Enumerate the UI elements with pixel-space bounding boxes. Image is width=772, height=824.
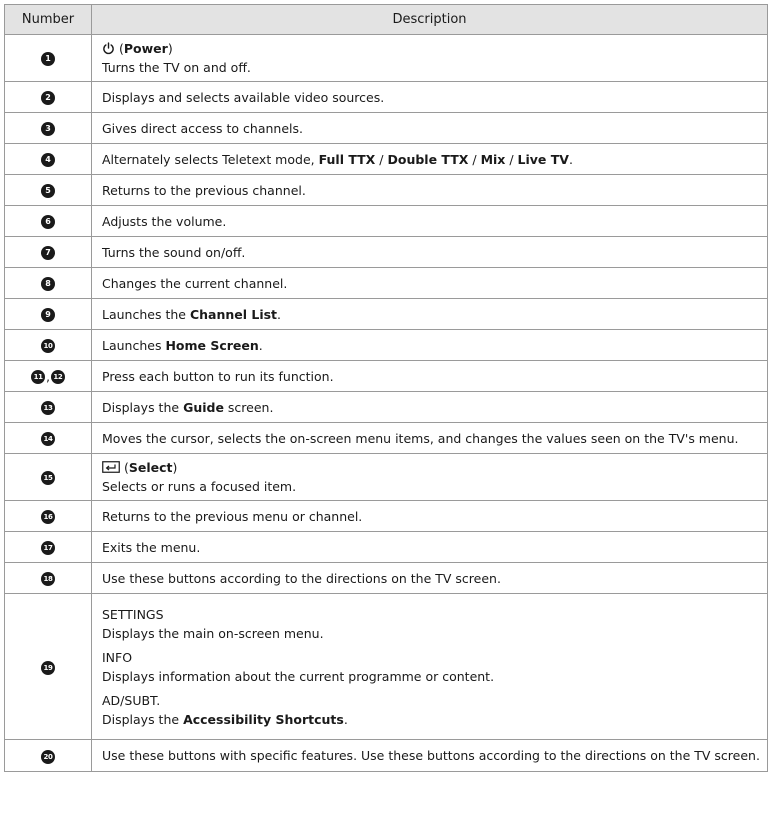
row-description: Press each button to run its function. xyxy=(92,361,768,392)
number-badge: 19 xyxy=(41,661,55,675)
header-number: Number xyxy=(5,5,92,35)
number-badge: 5 xyxy=(41,184,55,198)
table-row xyxy=(5,113,768,144)
number-badge: 17 xyxy=(41,541,55,555)
row-description: Alternately selects Teletext mode, Full TTX / Double TTX / Mix / Live TV. xyxy=(92,144,768,175)
number-badge: 15 xyxy=(41,471,55,485)
table-row xyxy=(5,423,768,454)
number-badge: 20 xyxy=(41,750,55,764)
number-badge: 2 xyxy=(41,91,55,105)
number-badge: 1 xyxy=(41,52,55,66)
select-icon xyxy=(102,459,120,471)
table-row xyxy=(5,532,768,563)
number-badge: 9 xyxy=(41,308,55,322)
ad-subt-entry xyxy=(102,691,767,729)
row-description: Use these buttons according to the directions on the TV screen. xyxy=(92,563,768,594)
row-description: Launches Home Screen. xyxy=(92,330,768,361)
entry-text: Displays the Accessibility Shortcuts. xyxy=(102,711,348,727)
entry-title: SETTINGS xyxy=(102,606,164,622)
row-description: Gives direct access to channels. xyxy=(92,113,768,144)
number-badge: 8 xyxy=(41,277,55,291)
entry-text: Displays information about the current programme or content. xyxy=(102,668,495,684)
number-badge: 3 xyxy=(41,122,55,136)
table-row xyxy=(5,237,768,268)
table-row xyxy=(5,501,768,532)
table-row: 15 (Select) Selects or runs a focused item. xyxy=(5,454,768,501)
table-row xyxy=(5,206,768,237)
table-row xyxy=(5,392,768,423)
power-icon xyxy=(102,41,115,54)
entry-text: Displays the main on-screen menu. xyxy=(102,625,324,641)
row-description: Turns the TV on and off. xyxy=(102,60,251,75)
settings-entry xyxy=(102,605,767,643)
table-row xyxy=(5,330,768,361)
row-description: Displays and selects available video sources. xyxy=(92,82,768,113)
power-label: Power xyxy=(123,41,168,56)
table-row xyxy=(5,299,768,330)
row-description: Launches the Channel List. xyxy=(92,299,768,330)
row-description: Moves the cursor, selects the on-screen menu items, and changes the values seen on the TV's menu. xyxy=(92,423,768,454)
info-entry xyxy=(102,648,767,686)
row-description: Use these buttons with specific features. Use these buttons according to the directions on the TV screen. xyxy=(92,740,768,772)
remote-buttons-table xyxy=(4,4,768,772)
table-row xyxy=(5,82,768,113)
row-description: Turns the sound on/off. xyxy=(92,237,768,268)
number-badge: 14 xyxy=(41,432,55,446)
table-row xyxy=(5,594,768,740)
table-row xyxy=(5,175,768,206)
header-description: Description xyxy=(92,5,768,35)
row-description: Returns to the previous menu or channel. xyxy=(92,501,768,532)
number-badge: 4 xyxy=(41,153,55,167)
table-row xyxy=(5,563,768,594)
table-row: 11 , 12 Press each button to run its function. xyxy=(5,361,768,392)
row-description: Exits the menu. xyxy=(92,532,768,563)
entry-title: INFO xyxy=(102,649,133,665)
number-badge: 18 xyxy=(41,572,55,586)
number-badge: 12 xyxy=(51,370,65,384)
table-row: 1 (Power) Turns the TV on and off. xyxy=(5,35,768,82)
number-badge: 11 xyxy=(31,370,45,384)
number-badge: 7 xyxy=(41,246,55,260)
row-description: Selects or runs a focused item. xyxy=(102,479,297,494)
row-description: Changes the current channel. xyxy=(92,268,768,299)
row-description: Returns to the previous channel. xyxy=(92,175,768,206)
number-badge: 16 xyxy=(41,510,55,524)
table-row xyxy=(5,268,768,299)
table-header-row xyxy=(5,5,768,35)
table-row xyxy=(5,144,768,175)
entry-title: AD/SUBT. xyxy=(102,692,161,708)
number-badge: 10 xyxy=(41,339,55,353)
number-badge: 6 xyxy=(41,215,55,229)
row-description: Adjusts the volume. xyxy=(92,206,768,237)
number-badge: 13 xyxy=(41,401,55,415)
table-row xyxy=(5,740,768,772)
select-label: Select xyxy=(128,460,173,475)
row-description: Displays the Guide screen. xyxy=(92,392,768,423)
